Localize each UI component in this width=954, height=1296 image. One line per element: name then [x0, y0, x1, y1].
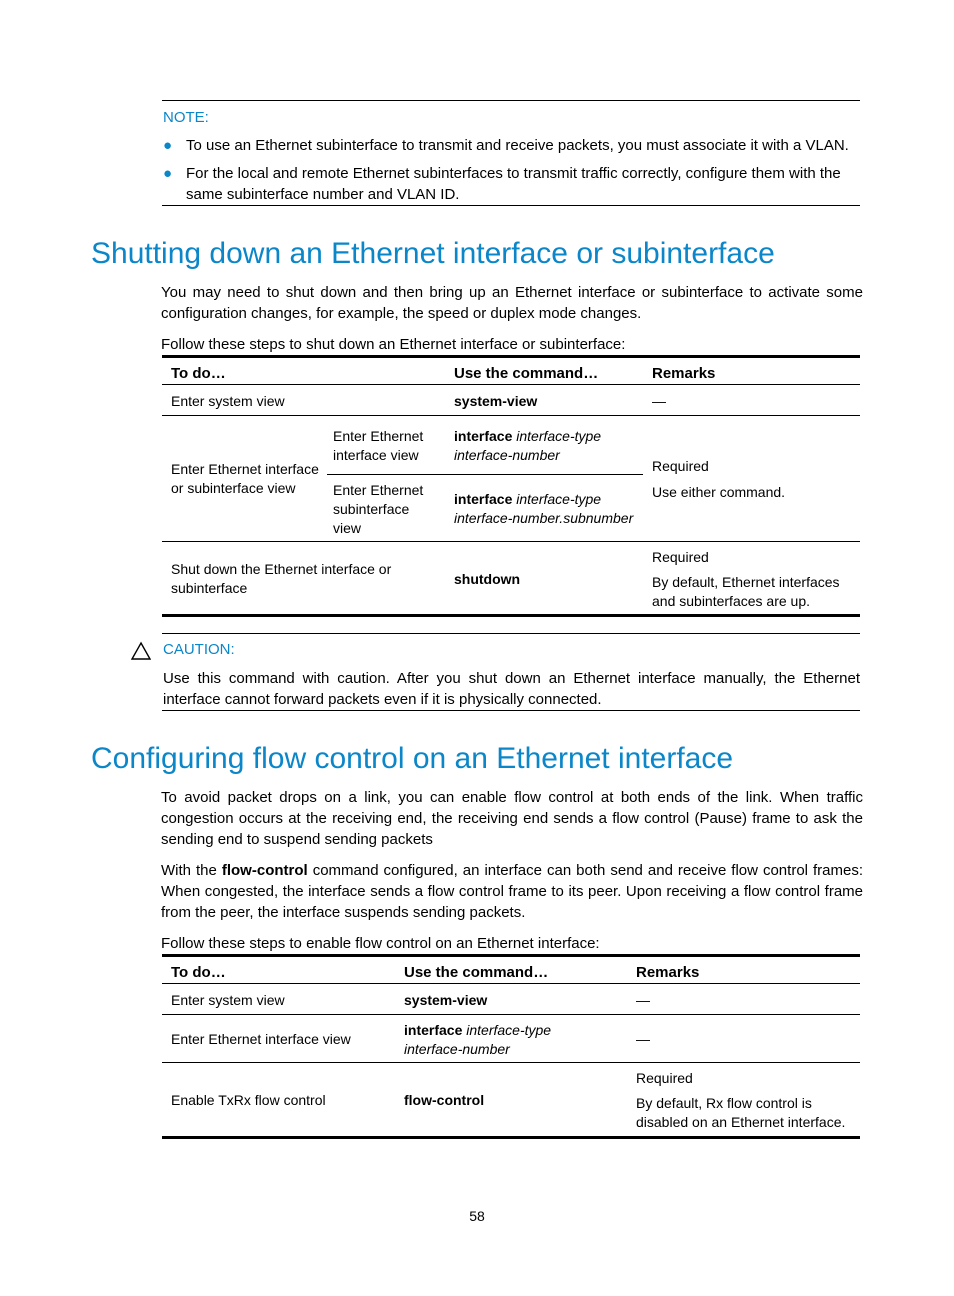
command-keyword: interface [454, 428, 513, 444]
col-header-todo: To do… [171, 964, 226, 981]
steps-intro: Follow these steps to shut down an Ethernet interface or subinterface: [161, 336, 626, 353]
steps-intro: Follow these steps to enable flow control on an Ethernet interface: [161, 935, 600, 952]
row3-remarks-required: Required [636, 1070, 693, 1086]
caution-bottom-rule [162, 710, 860, 711]
row3-remarks-note: By default, Rx flow control is disabled on an Ethernet interface. [636, 1095, 846, 1130]
table-bottom-rule [162, 614, 860, 617]
table-top-rule [162, 954, 860, 957]
row3-remarks-note: By default, Ethernet interfaces and subinterfaces are up. [652, 574, 840, 609]
row3-todo: Enable TxRx flow control [171, 1092, 326, 1108]
para-text: command configured, an interface can both send and receive flow control frames: When congested, the interface sends a flow control frame to its peer. Upon receiving a flow control frame from the peer, the interface suspends sending packets. [161, 862, 864, 921]
command-argument: interface-type interface-number [454, 428, 602, 463]
note-item-text: To use an Ethernet subinterface to transmit and receive packets, you must associate it with a VLAN. [186, 137, 849, 154]
row-rule [162, 541, 860, 542]
section-title: Configuring flow control on an Ethernet interface [91, 742, 734, 775]
note-bottom-rule [162, 205, 860, 206]
header-rule [162, 983, 860, 984]
col-header-remarks: Remarks [652, 365, 716, 382]
flow-control-table [162, 954, 860, 1142]
row2-todo: Enter Ethernet interface view [171, 1031, 351, 1047]
note-item-text: For the local and remote Ethernet subinterfaces to transmit traffic correctly, configure them with the same subinterface number and VLAN ID. [186, 165, 841, 203]
command-keyword: interface [404, 1022, 463, 1038]
caution-triangle-icon [131, 641, 151, 661]
bullet-dot-icon: ● [163, 137, 173, 154]
row1-todo: Enter system view [171, 393, 285, 409]
note-item-2 [163, 163, 860, 205]
command-argument: interface-type interface-number.subnumber [454, 491, 634, 526]
row-rule [162, 1014, 860, 1015]
header-rule [162, 384, 860, 385]
row3-command: flow-control [404, 1092, 485, 1108]
row1-todo: Enter system view [171, 992, 285, 1008]
section-intro: You may need to shut down and then bring up an Ethernet interface or subinterface to activate some configuration changes, for example, the speed or duplex mode changes. [161, 284, 863, 322]
row1-command: system-view [454, 393, 538, 409]
col-header-command: Use the command… [404, 964, 549, 981]
caution-text: Use this command with caution. After you shut down an Ethernet interface manually, the Ethernet interface cannot forward packets even if it is physically connected. [163, 670, 860, 708]
note-top-rule [162, 100, 860, 101]
row3-todo: Shut down the Ethernet interface or subinterface [171, 561, 392, 596]
row2-todo: Enter Ethernet interface or subinterface view [171, 461, 319, 496]
row2-sub2-command [454, 490, 644, 528]
command-argument: interface-type interface-number [404, 1022, 552, 1057]
row-rule [162, 415, 860, 416]
row2-command [404, 1021, 574, 1059]
row3-remarks-required: Required [652, 549, 709, 565]
row3-command: shutdown [454, 571, 521, 587]
col-header-remarks: Remarks [636, 964, 700, 981]
shutdown-table [162, 355, 860, 619]
col-header-todo: To do… [171, 365, 226, 382]
bullet-dot-icon: ● [163, 165, 173, 182]
row2-sub2: Enter Ethernet subinterface view [333, 482, 424, 536]
table-top-rule [162, 355, 860, 358]
section-intro: To avoid packet drops on a link, you can enable flow control at both ends of the link. When traffic congestion occurs at the receiving end, the receiving end sends a flow control (Pause) frame to ask the sending end to suspend sending packets [161, 789, 863, 848]
page-number: 58 [469, 1208, 485, 1224]
row2-remarks: — [636, 1031, 650, 1047]
row1-remarks: — [636, 992, 650, 1008]
table-bottom-rule [162, 1136, 860, 1139]
flow-control-description [161, 860, 863, 923]
row1-remarks: — [652, 393, 666, 409]
command-keyword: interface [454, 491, 513, 507]
sub-row-rule [327, 474, 643, 475]
row2-remarks-note: Use either command. [652, 484, 786, 500]
note-item-1 [163, 135, 860, 156]
caution-label: CAUTION: [163, 641, 235, 658]
row2-sub1-command [454, 427, 624, 465]
para-text: With the [161, 862, 222, 879]
row2-sub1: Enter Ethernet interface view [333, 428, 424, 463]
section-title: Shutting down an Ethernet interface or subinterface [91, 237, 775, 270]
row2-remarks-required: Required [652, 458, 709, 474]
row1-command: system-view [404, 992, 488, 1008]
row-rule [162, 1062, 860, 1063]
col-header-command: Use the command… [454, 365, 599, 382]
caution-top-rule [162, 633, 860, 634]
command-keyword: flow-control [221, 862, 308, 879]
note-label: NOTE: [163, 109, 209, 126]
